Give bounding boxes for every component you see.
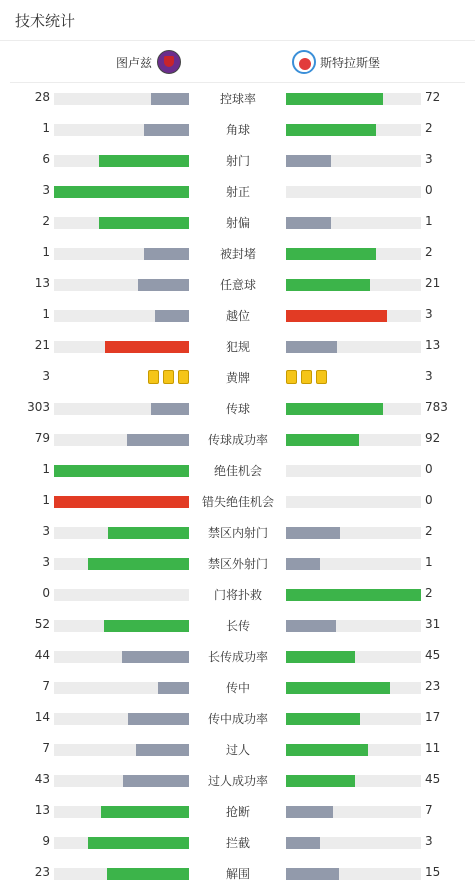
away-stat-bar-fill [286,434,359,446]
stat-label: 黄牌 [225,371,250,385]
home-stat-value: 7 [42,679,50,693]
home-stat-bar [54,527,189,539]
home-stat-bar-fill [107,868,189,880]
away-stat-value: 45 [425,772,441,786]
stat-label: 被封堵 [219,247,256,261]
page-title: 技术统计 [15,12,76,30]
yellow-card-icon [178,370,189,384]
yellow-card-icon [148,370,159,384]
stat-label: 长传成功率 [207,650,268,664]
stat-label: 拦截 [225,836,250,850]
home-stat-value: 13 [34,276,50,290]
stat-row [0,486,475,517]
stat-row [0,455,475,486]
toulouse-logo-icon [157,50,181,74]
away-stat-bar [286,217,421,229]
away-stat-bar [286,279,421,291]
home-stat-bar [54,589,189,601]
stat-label: 传中 [225,681,250,695]
away-stat-bar-fill [286,775,355,787]
stats-header [0,0,475,41]
home-stat-value: 0 [42,586,50,600]
stat-label: 传球成功率 [207,433,268,447]
home-stat-bar [54,837,189,849]
home-stat-bar-fill [127,434,189,446]
away-stat-bar-fill [286,155,331,167]
away-stat-value: 3 [425,369,433,383]
stat-label: 过人 [225,743,250,757]
stat-row [0,765,475,796]
home-stat-bar-fill [104,620,189,632]
away-stat-value: 92 [425,431,441,445]
home-stat-value: 303 [27,400,50,414]
stat-row [0,114,475,145]
stat-row [0,703,475,734]
away-stat-value: 31 [425,617,441,631]
home-stat-value: 1 [42,307,50,321]
home-stat-bar [54,217,189,229]
away-stat-bar-fill [286,589,421,601]
home-stat-bar [54,682,189,694]
home-stat-value: 52 [34,617,50,631]
stat-row [0,83,475,114]
away-stat-bar-fill [286,744,368,756]
away-stat-bar [286,589,421,601]
home-stat-bar [54,403,189,415]
home-stat-bar [54,713,189,725]
away-stat-bar [286,868,421,880]
stat-label: 禁区内射门 [207,526,268,540]
away-stat-value: 13 [425,338,441,352]
away-stat-bar [286,713,421,725]
away-stat-bar [286,403,421,415]
home-stat-bar [54,465,189,477]
stat-label: 抢断 [225,805,250,819]
home-stat-bar [54,868,189,880]
away-stat-value: 72 [425,90,441,104]
stat-row [0,362,475,393]
home-stat-bar [54,248,189,260]
home-stat-bar-fill [128,713,189,725]
stat-row [0,858,475,889]
home-stat-value: 13 [34,803,50,817]
stat-row [0,331,475,362]
stat-label: 角球 [225,123,250,137]
teams-bar [10,41,465,83]
stat-row [0,796,475,827]
stat-row [0,145,475,176]
home-stat-value: 1 [42,121,50,135]
away-stat-value: 1 [425,214,433,228]
home-stat-bar-fill [144,248,189,260]
away-stat-value: 17 [425,710,441,724]
home-team-name: 图卢兹 [115,55,152,70]
home-yellow-cards [148,370,189,384]
away-stat-bar-fill [286,527,340,539]
stat-row [0,207,475,238]
yellow-card-icon [286,370,297,384]
home-team[interactable] [116,49,181,75]
away-stat-bar-fill [286,620,336,632]
home-stat-value: 1 [42,493,50,507]
yellow-card-icon [163,370,174,384]
away-team[interactable] [292,49,380,75]
away-stat-bar [286,155,421,167]
stat-row [0,579,475,610]
home-stat-value: 3 [42,183,50,197]
stat-row [0,827,475,858]
stat-label: 过人成功率 [207,774,268,788]
stat-label: 门将扑救 [213,588,262,602]
home-stat-bar-fill [108,527,189,539]
home-stat-value: 23 [34,865,50,879]
stat-row [0,548,475,579]
stat-label: 解围 [225,867,250,881]
home-stat-bar [54,341,189,353]
home-stat-bar-fill [105,341,189,353]
stat-label: 射正 [225,185,250,199]
home-stat-bar-fill [99,155,189,167]
home-stat-value: 28 [34,90,50,104]
away-stat-value: 0 [425,462,433,476]
away-stat-bar [286,620,421,632]
away-stat-bar-fill [286,279,370,291]
away-stat-bar-fill [286,713,360,725]
stat-row [0,734,475,765]
away-stat-bar [286,558,421,570]
away-stat-value: 7 [425,803,433,817]
away-stat-value: 2 [425,245,433,259]
away-stat-value: 45 [425,648,441,662]
away-stat-bar [286,93,421,105]
away-stat-bar [286,186,421,198]
home-stat-value: 1 [42,245,50,259]
away-stat-value: 2 [425,586,433,600]
home-stat-bar-fill [144,124,189,136]
yellow-card-icon [316,370,327,384]
stat-label: 禁区外射门 [207,557,268,571]
away-stat-bar-fill [286,217,331,229]
away-stat-value: 3 [425,307,433,321]
away-stat-value: 11 [425,741,441,755]
away-stat-bar [286,248,421,260]
away-stat-value: 0 [425,493,433,507]
away-stat-bar-fill [286,124,376,136]
home-stat-bar [54,310,189,322]
home-stat-bar [54,775,189,787]
home-stat-bar [54,93,189,105]
home-stat-bar-fill [54,465,189,477]
home-stat-value: 3 [42,369,50,383]
stat-label: 控球率 [219,92,256,106]
away-stat-value: 21 [425,276,441,290]
home-stat-value: 9 [42,834,50,848]
away-stat-bar [286,651,421,663]
home-stat-value: 44 [34,648,50,662]
away-stat-bar [286,124,421,136]
away-stat-bar-fill [286,837,320,849]
stat-label: 传球 [225,402,250,416]
home-stat-value: 79 [34,431,50,445]
away-stat-value: 15 [425,865,441,879]
home-stat-bar-fill [122,651,190,663]
home-stat-value: 14 [34,710,50,724]
away-stat-bar [286,496,421,508]
stat-label: 任意球 [219,278,256,292]
stat-label: 传中成功率 [207,712,268,726]
away-stat-bar-fill [286,248,376,260]
away-stat-bar [286,837,421,849]
away-stat-bar-fill [286,341,337,353]
away-stat-bar-fill [286,651,355,663]
home-stat-bar-fill [54,186,189,198]
away-team-name: 斯特拉斯堡 [320,55,381,70]
away-stat-value: 2 [425,121,433,135]
stat-row [0,300,475,331]
stat-row [0,610,475,641]
stat-label: 射门 [225,154,250,168]
home-stat-bar-fill [136,744,189,756]
home-stat-value: 21 [34,338,50,352]
home-stat-bar [54,806,189,818]
home-stat-bar-fill [101,806,189,818]
home-stat-bar [54,558,189,570]
home-stat-value: 3 [42,555,50,569]
away-stat-bar [286,341,421,353]
away-stat-value: 0 [425,183,433,197]
away-stat-value: 23 [425,679,441,693]
stat-label: 越位 [225,309,250,323]
away-stat-value: 3 [425,834,433,848]
home-stat-value: 7 [42,741,50,755]
home-stat-value: 6 [42,152,50,166]
home-stat-bar [54,186,189,198]
stat-row [0,238,475,269]
away-stat-bar [286,527,421,539]
away-yellow-cards [286,370,327,384]
away-stat-bar [286,775,421,787]
away-stat-bar-fill [286,868,339,880]
away-stat-bar-fill [286,558,320,570]
away-stat-bar [286,434,421,446]
stat-label: 错失绝佳机会 [201,495,274,509]
stat-label: 射偏 [225,216,250,230]
away-stat-bar [286,806,421,818]
home-stat-value: 43 [34,772,50,786]
home-stat-bar [54,744,189,756]
stat-row [0,176,475,207]
stat-label: 长传 [225,619,250,633]
stat-row [0,517,475,548]
stat-row [0,641,475,672]
home-stat-bar-fill [88,837,189,849]
away-stat-value: 783 [425,400,448,414]
away-stat-value: 3 [425,152,433,166]
home-stat-bar-fill [88,558,189,570]
stat-row [0,672,475,703]
home-stat-value: 2 [42,214,50,228]
away-stat-bar [286,682,421,694]
away-stat-bar-fill [286,806,333,818]
stat-row [0,424,475,455]
home-stat-value: 1 [42,462,50,476]
home-stat-bar-fill [158,682,189,694]
home-stat-bar-fill [151,93,189,105]
away-stat-bar-fill [286,93,383,105]
stat-row [0,393,475,424]
home-stat-value: 3 [42,524,50,538]
away-stat-bar-fill [286,682,390,694]
home-stat-bar-fill [123,775,189,787]
home-stat-bar [54,620,189,632]
stat-label: 绝佳机会 [213,464,262,478]
away-stat-bar [286,744,421,756]
home-stat-bar-fill [151,403,189,415]
away-stat-bar [286,310,421,322]
stats-list [0,83,475,889]
home-stat-bar [54,496,189,508]
home-stat-bar-fill [155,310,189,322]
stat-label: 犯规 [225,340,250,354]
home-stat-bar-fill [138,279,189,291]
home-stat-bar-fill [99,217,189,229]
home-stat-bar [54,651,189,663]
strasbourg-logo-icon [292,50,316,74]
away-stat-value: 1 [425,555,433,569]
away-stat-value: 2 [425,524,433,538]
home-stat-bar-fill [54,496,189,508]
home-stat-bar [54,434,189,446]
stat-row [0,269,475,300]
away-stat-bar-fill [286,310,387,322]
home-stat-bar [54,124,189,136]
away-stat-bar-fill [286,403,383,415]
home-stat-bar [54,279,189,291]
away-stat-bar [286,465,421,477]
yellow-card-icon [301,370,312,384]
home-stat-bar [54,155,189,167]
